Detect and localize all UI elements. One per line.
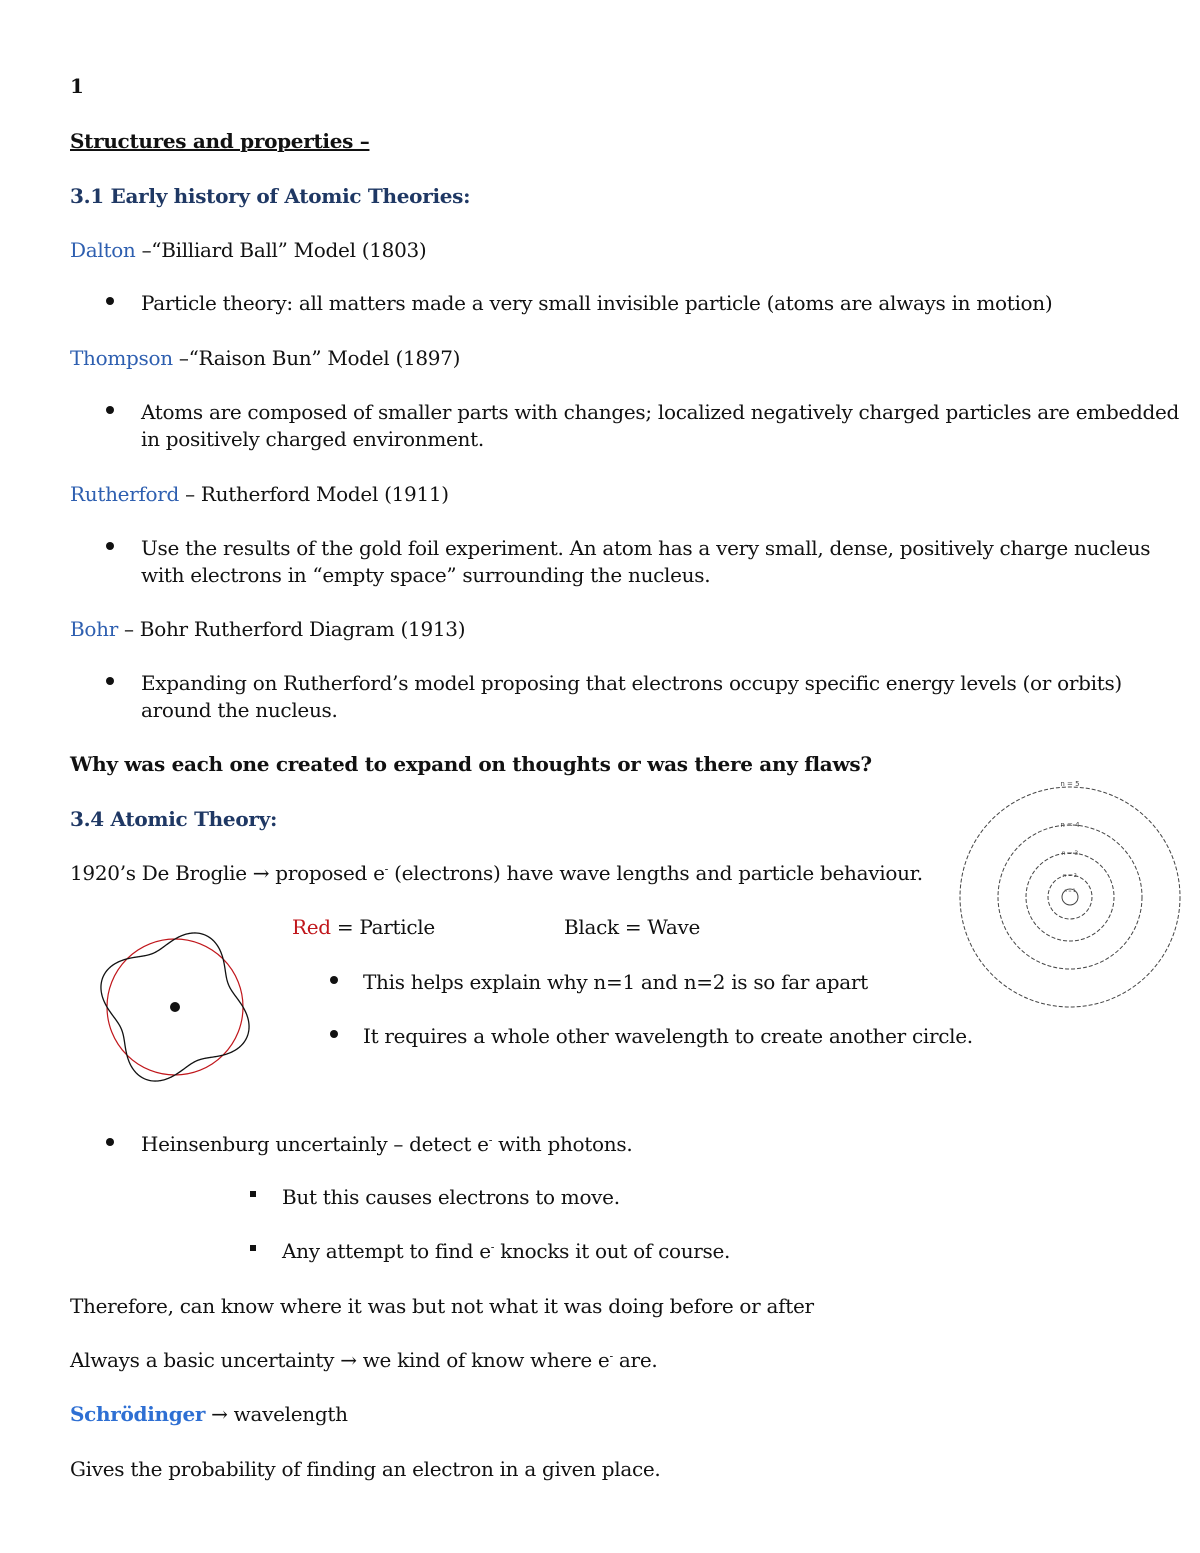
section-title-atomic-theory: 3.4 Atomic Theory: <box>70 807 278 831</box>
probability-line: Gives the probability of finding an electron in a given place. <box>70 1457 661 1481</box>
wave-bullet-1: This helps explain why n=1 and n=2 is so far apart <box>363 970 868 994</box>
dalton-bullet: Particle theory: all matters made a very small invisible particle (atoms are always in motion) <box>141 291 1053 315</box>
square-bullet <box>250 1245 256 1251</box>
schrodinger-name: Schrödinger <box>70 1402 206 1426</box>
page-title: Structures and properties – <box>70 129 370 153</box>
superscript-minus: - <box>384 862 389 876</box>
bullet-dot <box>106 542 114 550</box>
dalton-line <box>70 237 426 263</box>
bullet-dot <box>106 677 114 685</box>
heisenberg-text: Heinsenburg uncertainly – detect e <box>141 1132 489 1156</box>
schrodinger-line <box>70 1401 348 1427</box>
sub-bullet-2-rest: knocks it out of course. <box>494 1239 731 1263</box>
sub-bullet-1 <box>282 1184 620 1210</box>
section-title-early-history: 3.1 Early history of Atomic Theories: <box>70 184 471 208</box>
label-n4: n = 4 <box>1060 821 1080 829</box>
rutherford-name: Rutherford <box>70 482 180 506</box>
rutherford-bullet-line1: Use the results of the gold foil experiment. An atom has a very small, dense, positively charge nucleus <box>141 536 1151 560</box>
heisenberg-line <box>141 1131 632 1157</box>
orbit-n3 <box>1026 853 1114 941</box>
question-line: Why was each one created to expand on thoughts or was there any flaws? <box>70 752 872 776</box>
thompson-name: Thompson <box>70 346 173 370</box>
legend-red-rest: = Particle <box>330 915 435 939</box>
bullet-dot <box>106 1138 114 1146</box>
orbit-n4 <box>998 825 1142 969</box>
label-n2: n = 2 <box>1063 873 1077 879</box>
orbit-n2 <box>1048 875 1092 919</box>
bohr-bullet-line1: Expanding on Rutherford’s model proposing that electrons occupy specific energy levels (or orbits) <box>141 671 1122 695</box>
rutherford-model: – Rutherford Model (1911) <box>179 482 449 506</box>
legend-red-word: Red <box>292 915 331 939</box>
uncertainty-text-rest: are. <box>612 1348 658 1372</box>
thompson-model: –“Raison Bun” Model (1897) <box>172 346 461 370</box>
superscript-minus: - <box>609 1349 613 1363</box>
thompson-bullet-line1: Atoms are composed of smaller parts with changes; localized negatively charged particles are embedded <box>141 400 1180 424</box>
square-bullet <box>250 1191 256 1197</box>
schrodinger-rest: → wavelength <box>205 1402 348 1426</box>
page-number: 1 <box>70 74 84 98</box>
debroglie-line <box>70 860 923 886</box>
thompson-line <box>70 345 460 371</box>
dalton-name: Dalton <box>70 238 136 262</box>
bohr-model: – Bohr Rutherford Diagram (1913) <box>117 617 466 641</box>
superscript-minus: - <box>490 1240 495 1254</box>
sub-bullet-2-text: Any attempt to find e <box>282 1239 491 1263</box>
sub-bullet-2 <box>282 1238 730 1264</box>
de-broglie-wave-diagram <box>88 922 263 1092</box>
label-n5: n = 5 <box>1060 780 1080 788</box>
label-n3: n = 3 <box>1061 850 1079 857</box>
bullet-dot <box>330 976 338 984</box>
therefore-line: Therefore, can know where it was but not what it was doing before or after <box>70 1294 814 1318</box>
dalton-model: –“Billiard Ball” Model (1803) <box>135 238 427 262</box>
bullet-dot <box>330 1030 338 1038</box>
debroglie-text-rest: (electrons) have wave lengths and particle behaviour. <box>388 861 923 885</box>
rutherford-bullet-line2: with electrons in “empty space” surrounding the nucleus. <box>141 563 711 587</box>
orbit-n5 <box>960 787 1180 1007</box>
debroglie-text: 1920’s De Broglie → proposed e <box>70 861 385 885</box>
bullet-dot <box>106 297 114 305</box>
legend-particle <box>292 914 435 940</box>
bohr-bullet-line2: around the nucleus. <box>141 698 338 722</box>
rutherford-line <box>70 481 449 507</box>
label-n1: n = 1 <box>1064 888 1076 893</box>
legend-wave: Black = Wave <box>564 915 701 939</box>
wave-bullet-2: It requires a whole other wavelength to create another circle. <box>363 1024 973 1048</box>
thompson-bullet-line2: in positively charged environment. <box>141 427 484 451</box>
nucleus-dot <box>170 1002 180 1012</box>
heisenberg-text-rest: with photons. <box>492 1132 633 1156</box>
uncertainty-line <box>70 1347 657 1373</box>
superscript-minus: - <box>488 1133 493 1147</box>
bullet-dot <box>106 406 114 414</box>
uncertainty-text: Always a basic uncertainty → we kind of know where e <box>70 1348 610 1372</box>
bohr-name: Bohr <box>70 617 118 641</box>
bohr-line <box>70 616 465 642</box>
bohr-energy-level-diagram <box>955 775 1190 1015</box>
sub-bullet-1-text: But this causes electrons to move. <box>282 1185 620 1209</box>
